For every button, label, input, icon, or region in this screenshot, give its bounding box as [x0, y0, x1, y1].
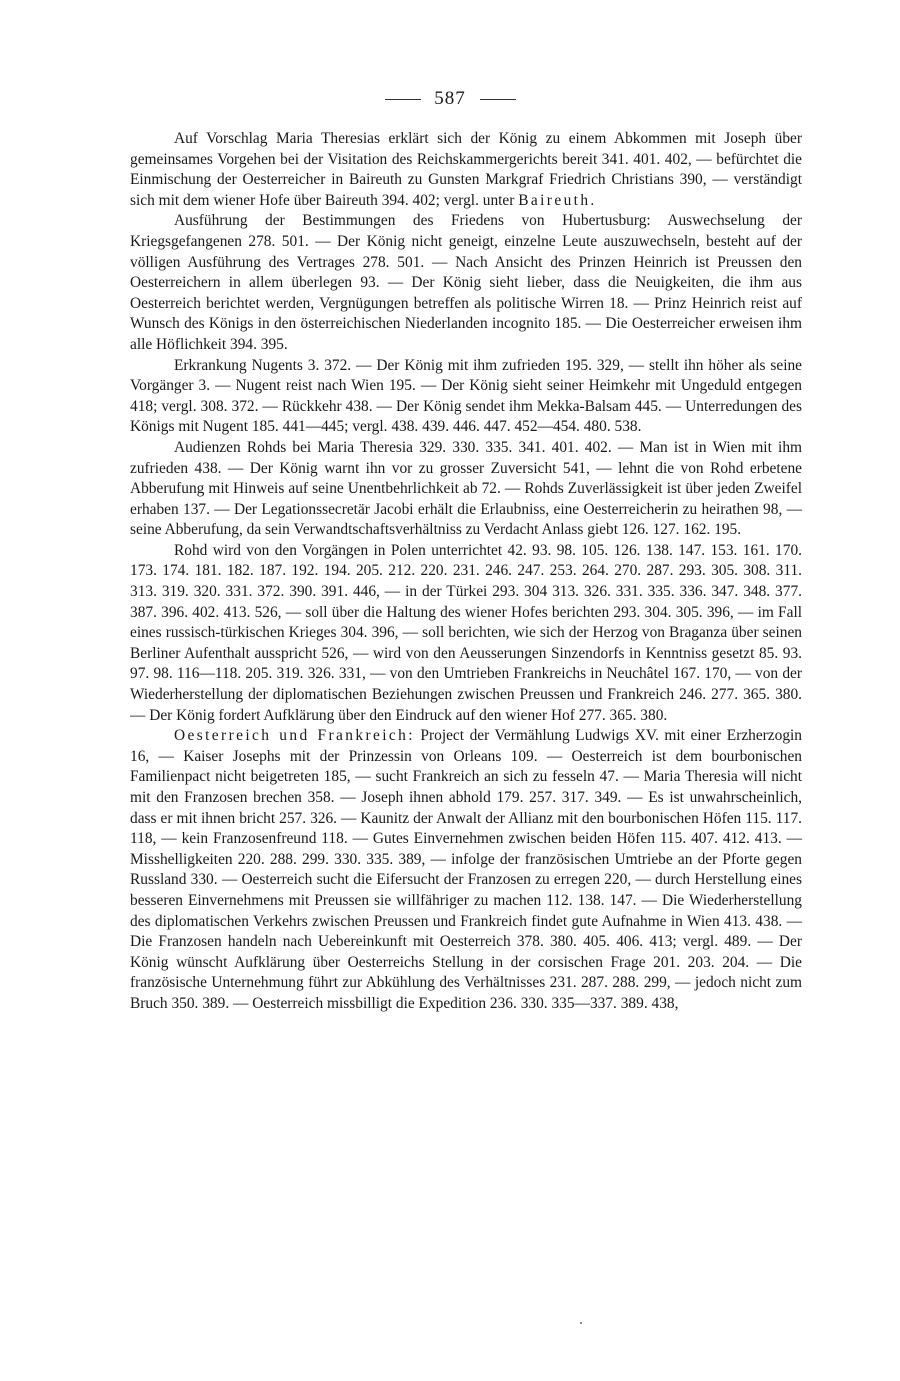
print-speck — [580, 1322, 582, 1324]
paragraph-text: Audienzen Rohds bei Maria Theresia 329. 330. 335. 341. 401. 402. — Man ist in Wien mit ihm zufrieden 438. — Der König warnt ihn vor zu grosser Zuversicht 541, — lehnt die von Rohd erbetene Abberufung mit Hinweis auf seine Unentbehrlichkeit ab 72. — Rohds Zuverlässigkeit ist über jeden Zweifel erhaben 137. — Der Legationssecretär Jacobi erhält die Erlaubniss, eine Oesterreicherin zu heirathen 98, — seine Abberufung, da sein Verwandtschaftsverhältniss zu Verdacht Anlass giebt 126. 127. 162. 195. — [130, 438, 802, 539]
paragraph-text: Project der Vermählung Ludwigs XV. mit einer Erzherzogin 16, — Kaiser Josephs mit der Prinzessin von Orleans 109. — Oesterreich ist dem bourbonischen Familienpact nicht beigetreten 185, — sucht Frankreich an sich zu fesseln 47. — Maria Theresia will nicht mit den Franzosen brechen 358. — Joseph ihnen abhold 179. 257. 317. 349. — Es ist unwahrscheinlich, dass er mit ihnen bricht 257. 326. — Kaunitz der Anwalt der Allianz mit den bourbonischen Höfen 115. 117. 118, — kein Franzosenfreund 118. — Gutes Einvernehmen zwischen beiden Höfen 115. 407. 412. 413. — Misshelligkeiten 220. 288. 299. 330. 335. 389, — infolge der französischen Umtriebe an der Pforte gegen Russland 330. — Oesterreich sucht die Eifersucht der Franzosen zu erregen 220, — durch Herstellung eines besseren Einvernehmens mit Preussen sie willfähriger zu machen 112. 138. 147. — Die Wiederherstellung des diplomatischen Verkehrs zwischen Preussen und Frankreich findet gute Aufnahme in Wien 413. 438. — Die Franzosen handeln nach Uebereinkunft mit Oesterreich 378. 380. 405. 406. 413; vergl. 489. — Der König wünscht Aufklärung über Oesterreichs Stellung in der corsischen Frage 201. 203. 204. — Die französische Unternehmung führt zur Abkühlung des Verhältnisses 231. 287. 288. 299, — jedoch nicht zum Bruch 350. 389. — Oesterreich missbilligt die Expedition 236. 330. 335—337. 389. 438, — [130, 727, 802, 1012]
header-dash-right — [480, 99, 516, 100]
cross-reference-baireuth: Baireuth. — [518, 191, 597, 209]
paragraph-text: Auf Vorschlag Maria Theresias erklärt sich der König zu einem Abkommen mit Joseph über gemeinsames Vorgehen bei der Visitation des Reichskammergerichts bereit 341. 401. 402, — befürchtet die Einmischung der Oesterreicher in Baireuth zu Gunsten Markgraf Friedrich Christians 390, — verständigt sich mit dem wiener Hofe über Baireuth 394. 402; vergl. unter — [130, 130, 802, 209]
paragraph-hubertusburg — [130, 211, 802, 355]
paragraph-text: Ausführung der Bestimmungen des Friedens von Hubertusburg: Auswechselung der Kriegsgefangenen 278. 501. — Der König nicht geneigt, einzelne Leute auszuwechseln, besteht auf der völligen Ausführung des Vertrages 278. 501. — Nach Ansicht des Prinzen Heinrich ist Preussen den Oesterreichern in allem überlegen 93. — Der König sieht lieber, dass die Neuigkeiten, die ihm aus Oesterreich berichtet werden, Vergnügungen betreffen als politische Wirren 18. — Prinz Heinrich reist auf Wunsch des Königs in den österreichischen Niederlanden incognito 185. — Die Oesterreicher erweisen ihm alle Höflichkeit 394. 395. — [130, 212, 802, 353]
page-header — [0, 88, 900, 110]
section-heading-oesterreich-frankreich: Oesterreich und Frankreich: — [174, 727, 415, 745]
index-text-block — [130, 129, 802, 1015]
page-number: 587 — [434, 88, 466, 109]
paragraph-text: Rohd wird von den Vorgängen in Polen unterrichtet 42. 93. 98. 105. 126. 138. 147. 153. 161. 170. 173. 174. 181. 182. 187. 192. 194. 205. 212. 220. 231. 246. 247. 253. 264. 270. 287. 293. 305. 308. 311. 313. 319. 320. 331. 372. 390. 391. 446, — in der Türkei 293. 304 313. 326. 331. 335. 336. 347. 348. 377. 387. 396. 402. 413. 526, — soll über die Haltung des wiener Hofes berichten 293. 304. 305. 396, — im Fall eines russisch-türkischen Krieges 304. 396, — soll berichten, wie sich der Herzog von Braganza über seinen Berliner Aufenthalt ausspricht 526, — wird von den Aeusserungen Sinzendorfs in Kenntniss gesetzt 85. 93. 97. 98. 116—118. 205. 319. 326. 331, — von den Umtrieben Frankreichs in Neuchâtel 167. 170, — von der Wiederherstellung der diplomatischen Beziehungen zwischen Preussen und Frankreich 246. 277. 365. 380. — Der König fordert Aufklärung über den Eindruck auf den wiener Hof 277. 365. 380. — [130, 541, 802, 724]
paragraph-rohd-audienzen — [130, 438, 802, 541]
paragraph-oesterreich-frankreich — [130, 726, 802, 1014]
paragraph-rohd-vorgaenge — [130, 541, 802, 726]
paragraph-visitation — [130, 129, 802, 211]
header-dash-left — [385, 99, 421, 100]
paragraph-text: Erkrankung Nugents 3. 372. — Der König mit ihm zufrieden 195. 329, — stellt ihn höher als seine Vorgänger 3. — Nugent reist nach Wien 195. — Der König sieht seiner Heimkehr mit Ungeduld entgegen 418; vergl. 308. 372. — Rückkehr 438. — Der König sendet ihm Mekka-Balsam 445. — Unterredungen des Königs mit Nugent 185. 441—445; vergl. 438. 439. 446. 447. 452—454. 480. 538. — [130, 356, 802, 436]
paragraph-nugent — [130, 356, 802, 438]
